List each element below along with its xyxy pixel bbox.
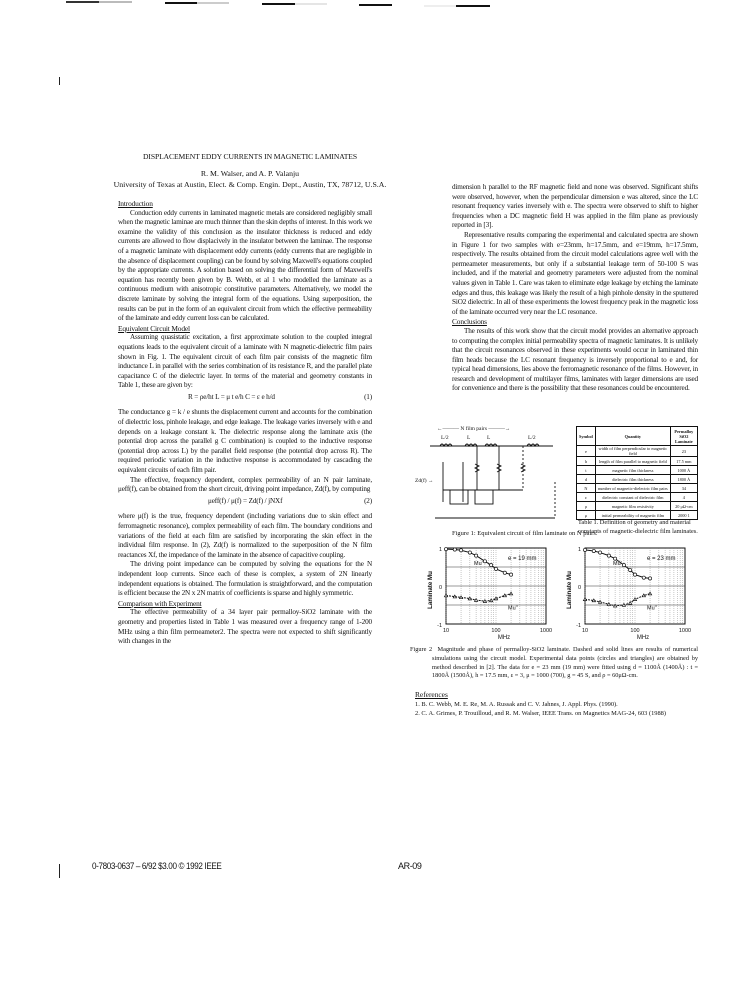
paragraph: The effective, frequency dependent, complex permeability of an N pair laminate, μeff(f), can be obtained from the short circuit, driving point impedance, Zd(f), by computing	[118, 475, 372, 494]
equation-number: (1)	[364, 392, 372, 401]
table-1-caption: Table 1. Definition of geometry and material constants of magnetic-dielectric film laminates.	[578, 519, 698, 535]
svg-text:Mu': Mu'	[613, 561, 622, 568]
svg-text:-1: -1	[437, 623, 442, 629]
table-header: Symbol	[577, 427, 596, 446]
paragraph: Assuming quasistatic excitation, a first approximate solution to the coupled integral equations leads to the equivalent circuit of a laminate with N magnetic-dielectric film pairs shown in Fig. 1. The equivalent circuit of each film pair consists of the magnetic film inductance L in parallel with the series combination of its resistance R, and the parallel plate capacitance C of the dielectric layer. In terms of the material and geometry constants in Table 1, these are given by:	[118, 333, 372, 390]
references	[415, 690, 705, 719]
scan-mark	[456, 5, 490, 7]
section-heading-comparison: Comparison with Experiment	[118, 598, 202, 608]
svg-text:0: 0	[577, 585, 581, 591]
author-block	[100, 168, 400, 190]
paragraph: The driving point impedance can be computed by solving the equations for the N independent loop currents. Since each of these is complex, a system of 2N linearly independent equations is obtained. The formulation is straightforward, and the computation is efficient because the 2N x 2N matrix of coefficients is sparse and highly symmetric.	[118, 560, 372, 598]
page-id: AR-09	[398, 861, 422, 871]
equation-number: (2)	[364, 496, 372, 505]
margin-mark	[59, 77, 60, 85]
svg-text:10: 10	[581, 628, 589, 634]
table-1	[576, 426, 698, 520]
figure-2-chart-right	[563, 544, 697, 642]
svg-text:Mu'': Mu''	[647, 605, 657, 612]
figure-2-label: Figure 2	[410, 646, 433, 653]
table-row: ρ magnetic film resistivity 20 μΩ-cm	[577, 502, 698, 511]
figure-2-chart-left	[424, 544, 558, 642]
copyright-footer: 0-7803-0637 – 6/92 $3.00 © 1992 IEEE	[92, 861, 222, 871]
figure-1-caption: Figure 1: Equivalent circuit of film laminate on N pairs.	[452, 530, 598, 537]
scan-mark	[66, 1, 99, 3]
svg-text:1000: 1000	[539, 628, 553, 634]
scan-mark	[424, 5, 456, 7]
equation-body: R = ρe/ht L = μ t e/h C = ε e h/d	[188, 392, 275, 401]
authors: R. M. Walser, and A. P. Valanju	[200, 169, 300, 178]
table-row: N number of magnetic-dielectric film pairs 34	[577, 484, 698, 493]
svg-text:1: 1	[577, 547, 581, 553]
svg-text:1000: 1000	[678, 628, 692, 634]
figure-2-caption	[410, 646, 698, 681]
svg-text:e = 19 mm: e = 19 mm	[508, 556, 537, 562]
scan-mark	[359, 4, 392, 6]
right-column	[452, 183, 698, 394]
table-header: Quantity	[595, 427, 670, 446]
paragraph: where μ(f) is the true, frequency dependent (including variations due to skin effect and ferromagnetic resonance), complex permeability of each film. The boundary conditions and variations of the field at each film are satisfied by incorporating the skin effect in the individual film response. In (2), Zd(f) is normalized to the superposition of the N film reactances Xf, the impedance of the laminate in the absence of capacitive coupling.	[118, 512, 372, 559]
references-heading: References	[415, 690, 448, 699]
svg-text:Laminate Mu: Laminate Mu	[566, 571, 573, 609]
equation-2	[118, 495, 372, 513]
svg-text:L: L	[467, 435, 471, 441]
table-row: h length of film parallel to magnetic field 17.5 mm	[577, 457, 698, 466]
table-row: ε dielectric constant of dielectric film 4	[577, 493, 698, 502]
reference-item: 2. C. A. Grimes, P. Trouilloud, and R. M. Walser, IEEE Trans. on Magnetics MAG-24, 603 (1988)	[415, 710, 667, 718]
equation-1	[118, 391, 372, 409]
table-row: d dielectric film thickness 1800 Å	[577, 475, 698, 484]
paragraph: dimension h parallel to the RF magnetic field and none was observed. Significant shifts were observed, however, when the perpendicular dimension e was altered, since the LC resonant frequency varies inversely with e. The spectra were observed to shift to higher frequencies when a DC magnetic field H was applied in the film plane as previously reported in [3].	[452, 183, 698, 230]
svg-text:10: 10	[442, 628, 450, 634]
table-row: e width of film perpendicular to magnetic field 23	[577, 446, 698, 457]
figure-1-top-label: ←——— N film pairs ———→	[437, 426, 511, 432]
svg-text:-1: -1	[576, 623, 581, 629]
svg-text:L/2: L/2	[441, 435, 449, 441]
svg-text:MHz: MHz	[497, 635, 511, 641]
table-row: μ initial permeability of magnetic film 2000 1	[577, 511, 698, 520]
figure-1-input-label: Zd(f) →	[415, 478, 434, 484]
table-header: Permalloy SiO2 Laminate	[670, 427, 697, 446]
section-heading-circuit-model: Equivalent Circuit Model	[118, 323, 190, 333]
svg-text:Mu'': Mu''	[508, 605, 518, 612]
svg-text:L: L	[487, 435, 491, 441]
section-heading-conclusions: Conclusions	[452, 317, 487, 327]
paragraph: The conductance g = k / e shunts the displacement current and accounts for the combination of dielectric loss, pinhole leakage, and edge leakage. The leakage varies inversely with e and depends on a leakage constant k. The dielectric response along the laminate axis (the potential drop across the parallel g C combination) is coupled to the inductive response (potential drop across L) by the parallel field response (the potential drop across R). The required periodic variation in the inductive response is accommodated by cascading the equivalent circuits of each film pair.	[118, 408, 372, 475]
svg-text:1: 1	[438, 547, 442, 553]
table-row: t magnetic film thickness 1000 Å	[577, 466, 698, 475]
svg-text:100: 100	[630, 628, 640, 634]
svg-text:0: 0	[438, 585, 442, 591]
paragraph: Representative results comparing the experimental and calculated spectra are shown in Figure 1 for two samples with e=23mm, h=17.5mm, and e=19mm, h=17.5mm, respectively. The results obtained from the circuit model calculations agree well with the permeameter measurements, but only if a substantial leakage term of 50-100 S was included, and if the material and geometry parameters were adjusted from the nominal values given in Table 1. Care was taken to eliminate edge leakage by etching the laminate edges and thus, this leakage was likely the result of a high pinhole density in the sputtered SiO2 dielectric. In all of these experiments the lowest frequency peak in the magnetic loss of the laminate occurred very near the LC resonance.	[452, 230, 698, 316]
svg-text:MHz: MHz	[636, 635, 650, 641]
scan-mark	[295, 3, 327, 5]
svg-text:Laminate Mu: Laminate Mu	[427, 571, 434, 609]
svg-text:100: 100	[491, 628, 501, 634]
paragraph: The results of this work show that the circuit model provides an alternative approach to computing the complex initial permeability spectra of magnetic laminates. It is unlikely that the circuit resonances observed in these experiments would occur in laminated thin film heads because the LC resonant frequency is inversely proportional to e and, for typical head dimensions, lies above the ferromagnetic resonance of the films. However, in research and development of multilayer films, laminates with larger dimensions are used for convenience and there is the possibility that these resonances could be encountered.	[452, 326, 698, 393]
affiliation: University of Texas at Austin, Elect. & Comp. Engin. Dept., Austin, TX, 78712, U.S.A.	[113, 180, 387, 189]
svg-text:e = 23 mm: e = 23 mm	[647, 556, 676, 562]
section-heading-introduction: Introduction	[118, 199, 153, 208]
paper-title: DISPLACEMENT EDDY CURRENTS IN MAGNETIC LAMINATES	[143, 152, 357, 161]
margin-mark	[59, 864, 60, 878]
left-column	[118, 199, 372, 647]
equation-body: μeff(f) / μ(f) = Zd(f) / jNXf	[208, 496, 283, 505]
svg-text:L/2: L/2	[528, 435, 536, 441]
scan-mark	[197, 2, 229, 4]
svg-text:Mu': Mu'	[474, 561, 483, 568]
scan-mark	[262, 3, 295, 5]
figure-2-caption-text: Magnitude and phase of permalloy-SiO2 laminate. Dashed and solid lines are results of numerical simulations using the circuit model. Experimental data points (circles and triangles) are obtained by method described in [2]. The data for e = 23 mm (19 mm) were fitted using d = 1100Å (1400Å) : t = 1800Å (1500Å), h = 17.5 mm, ε = 3, μ = 1000 (700), g = 45 S, and ρ = 60μΩ-cm.	[432, 646, 698, 680]
reference-item: 1. B. C. Webb, M. E. Re, M. A. Russak and C. V. Jahnes, J. Appl. Phys. (1990).	[415, 700, 618, 708]
scan-mark	[165, 2, 197, 4]
paragraph: The effective permeability of a 34 layer pair permalloy-SiO2 laminate with the geometry and properties listed in Table 1 was measured over a frequency range of 1-200 MHz using a thin film permeameter2. The spectra were not expected to shift significantly with changes in the	[118, 608, 372, 646]
scan-mark	[99, 1, 132, 3]
figure-1-circuit-diagram	[415, 422, 565, 532]
paragraph: Conduction eddy currents in laminated magnetic metals are considered negligibly small when the magnetic laminae are much thinner than the skin depths of interest. In this work we examine the validity of this conclusion as the insulator thickness is reduced and eddy currents are allowed to flow displacively in the insulator between the laminae. The response of a magnetic laminate with displacement eddy currents (eddy currents that are negligible in the absence of displacement coupling) can be found by solving Maxwell's equations coupled by the appropriate currents. A solution based on solving the differential form of Maxwell's equation has recently been given by B. Webb, et al 1 who modelled the laminate as a continuous medium with anisotropic constitutive parameters. Alternatively, we model the discrete laminate by solving the integral form of the equations. Using superposition, the results can be put in the form of an equivalent circuit from which the effective permeability of the laminate and eddy current loss can be calculated.	[118, 208, 372, 323]
table-header-row	[577, 427, 698, 446]
